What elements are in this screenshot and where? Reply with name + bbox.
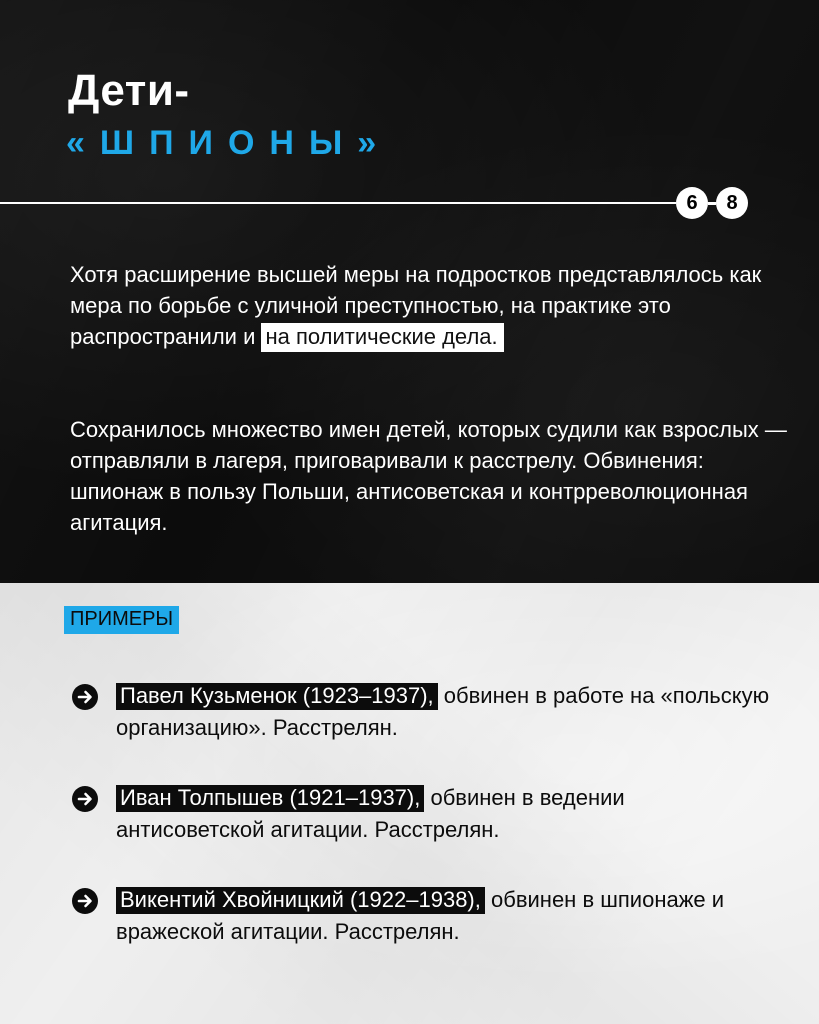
example-item bbox=[72, 782, 772, 846]
title-line-2: «ШПИОНЫ» bbox=[66, 124, 392, 162]
examples-label: ПРИМЕРЫ bbox=[64, 606, 179, 634]
example-text bbox=[116, 782, 772, 846]
arrow-right-icon bbox=[72, 888, 98, 914]
example-description: обвинен в работе на «польскую организацию». Расстрелян. bbox=[116, 683, 770, 740]
example-name: Павел Кузьменок (1923–1937), bbox=[116, 683, 438, 710]
current-page: 6 bbox=[676, 187, 708, 219]
example-description: обвинен в шпионаже и вражеской агитации. Расстрелян. bbox=[116, 887, 725, 944]
arrow-right-icon bbox=[72, 684, 98, 710]
divider-line bbox=[0, 202, 676, 204]
example-item bbox=[72, 680, 772, 744]
example-name: Викентий Хвойницкий (1922–1938), bbox=[116, 887, 485, 914]
paragraph-2: Сохранилось множество имен детей, которых судили как взрослых — отправляли в лагеря, приговаривали к расстрелу. Обвинения: шпионаж в пользу Польши, антисоветская и контрреволюционная агитация. bbox=[70, 417, 787, 535]
paragraph-1-highlight: на политические дела. bbox=[261, 323, 503, 352]
paragraph-1-text: Хотя расширение высшей меры на подростков представлялось как мера по борьбе с уличной преступностью, на практике это распространили и bbox=[70, 262, 762, 349]
arrow-right-icon bbox=[72, 786, 98, 812]
example-text bbox=[116, 680, 772, 744]
example-description: обвинен в ведении антисоветской агитации. Расстрелян. bbox=[116, 785, 625, 842]
pager-dash bbox=[708, 202, 716, 205]
title-line-1: Дети- bbox=[68, 66, 190, 115]
example-text bbox=[116, 884, 772, 948]
paragraph-1 bbox=[70, 259, 790, 352]
example-item bbox=[72, 884, 772, 948]
page-indicator bbox=[676, 186, 748, 220]
example-name: Иван Толпышев (1921–1937), bbox=[116, 785, 424, 812]
total-pages: 8 bbox=[716, 187, 748, 219]
